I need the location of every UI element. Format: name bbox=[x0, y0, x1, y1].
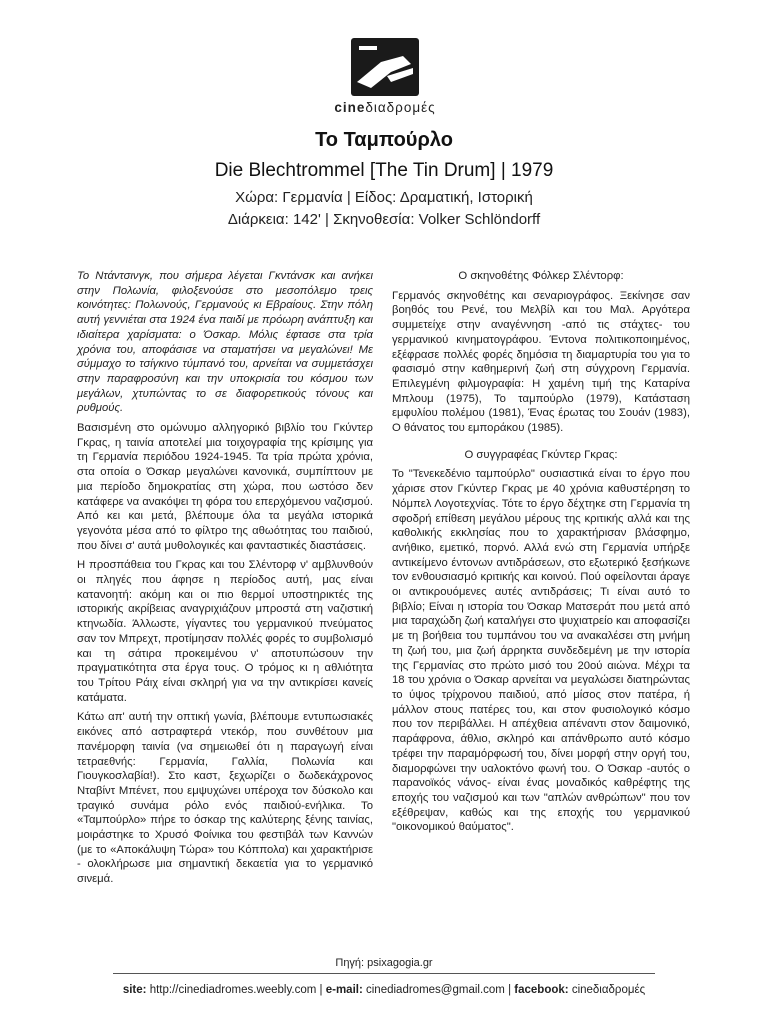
film-original-title: Die Blechtrommel [The Tin Drum] | 1979 bbox=[214, 160, 554, 181]
director-heading: Ο σκηνοθέτης Φόλκερ Σλέντορφ: bbox=[458, 270, 624, 282]
facebook-label: facebook: bbox=[514, 984, 569, 996]
brand-name: cineδιαδρομές bbox=[334, 100, 436, 115]
left-column bbox=[77, 269, 373, 892]
director-bio: Γερμανός σκηνοθέτης και σεναριογράφος. Ξεκίνησε σαν βοηθός του Ρενέ, του Μελβίλ και του Μαλ. Αργότερα συμμετείχε στην αναγέννηση -από τις στάχτες- του γερμανικού κινηματογράφου. Έντονα πολιτικοποιημένος, εξέφρασε πολλές φορές δημόσια τη διαμαρτυρία του για το φασισμό στην καθημερινή ζωή στη σύγχρονη Γερμανία. Επιλεγμένη φιλμογραφία: Η χαμένη τιμή της Καταρίνα Μπλουμ (1975), Το ταμπούρλο (1979), Κατάσταση εμφυλίου πολέμου (1981), Ένας έρωτας του Σουάν (1983), Ο θάνατος του εμποράκου (1985). bbox=[392, 289, 690, 435]
source-credit: Πηγή: psixagogia.gr bbox=[335, 957, 433, 969]
site-label: site: bbox=[122, 984, 147, 996]
logo bbox=[330, 38, 440, 115]
footer-separator: | bbox=[319, 984, 323, 996]
body-paragraph: Η προσπάθεια του Γκρας και του Σλέντορφ ν' αμβλυνθούν οι πληγές που άφησε η περίοδος αυτή, μας είναι κατανοητή: ακόμη και οι πιο θερμοί υποστηρικτές της ιστορικής ακρίβειας αναγριχιάζουν μπροστά στη ναζιστική κτηνωδία. Άλλωστε, γίγαντες του γερμανικού πνεύματος σαν τον Μπρεχτ, προτίμησαν πολλές φορές το συμβολισμό και τη σάτιρα προκειμένου ν' αποτυπώσουν την πραγματικότητα στα έργα τους. Ο τρόμος κι η αθλιότητα του Τρίτου Ράιχ είναι σκληρή για να την αντικρίσει κανείς κατάματα. bbox=[77, 559, 373, 704]
site-link[interactable]: http://cinediadromes.weebly.com bbox=[149, 984, 317, 996]
footer-separator: | bbox=[508, 984, 512, 996]
film-duration-director: Διάρκεια: 142' | Σκηνοθεσία: Volker Schlöndorff bbox=[227, 211, 541, 228]
author-bio: Το "Τενεκεδένιο ταμπούρλο" ουσιαστικά είναι το έργο που χάρισε στον Γκύντερ Γκρας με 40 χρόνια καθυστέρηση το Νόμπελ Λογοτεχνίας. Τότε το έργο δέχτηκε στη Γερμανία τη σφοδρή επίθεση μεγάλου μέρους της κριτικής αλλά και της καθολικής εκκλησίας που το χαρακτήρισαν βλάσφημο, ανήθικο, εμετικό, πορνό. Αλλά ενώ στη Γερμανία υπήρξε αντικείμενο έντονων αντιδράσεων, στο εξωτερικό ξεσήκωνε τον ενθουσιασμό κριτικής και κοινού. Πού οφείλονται άραγε οι αντικρουόμενες αυτές αντιδράσεις; Τι είναι αυτό το βιβλίο; Είναι η ιστορία του Όσκαρ Ματσεράτ που μετά από μια ταραχώδη ζωή καταλήγει στο ψυχιατρείο και αποφασίζει με τη βοήθεια του τυμπάνου του να ανακαλέσει στη μνήμη τη ζωή του, μια ζωή άρρηκτα συνδεδεμένη με την ιστορία της Γερμανίας στο πρώτο μισό του 20ού αιώνα. Μέχρι τα 18 του χρόνια ο Όσκαρ αρνείται να μεγαλώσει διατηρώντας το ύψος τρίχρονου παιδιού, από μίσος στον πατέρα, ή μάλλον στους πατέρες του, και στον φυσιολογικό κόσμο που τον περιβάλλει. Η απέχθεια απέναντι στον δαιμονικό, παράφρονα, άθλιο, σκληρό και απάνθρωπο αυτό κόσμο τρέφει την παραμόρφωσή του, δίνει μορφή στην οργή του, διαμορφώνει την υαλοκτόνο φωνή του. Ο Όσκαρ -αυτός ο παρανοϊκός νάνος- είναι ένας μοναδικός καθρέφτης της εποχής του ναζισμού και των "απλών ανθρώπων" που τον εξέθρεψαν, καθώς και της εποχής του γερμανικού "οικονομικού θαύματος". bbox=[392, 468, 690, 834]
email-label: e-mail: bbox=[325, 984, 363, 996]
right-column bbox=[392, 269, 690, 840]
footer-divider bbox=[113, 973, 655, 974]
author-heading: Ο συγγραφέας Γκύντερ Γκρας: bbox=[464, 448, 618, 461]
film-country-genre: Χώρα: Γερμανία | Είδος: Δραματική, Ιστορική bbox=[235, 189, 533, 206]
email-link[interactable]: cinediadromes@gmail.com bbox=[366, 984, 505, 996]
facebook-link[interactable]: cineδιαδρομές bbox=[571, 984, 646, 996]
footer bbox=[0, 984, 768, 996]
cinediadromes-logo-icon bbox=[351, 38, 419, 96]
body-paragraph: Κάτω απ' αυτή την οπτική γωνία, βλέπουμε εντυπωσιακές εικόνες από αστραφτερά ντεκόρ, που συνθέτουν μια πανέμορφη ταινία (να σημειωθεί ότι η παραγωγή είναι τετραεθνής: Γερμανία, Γαλλία, Πολωνία και Γιουγκοσλαβία!). Στο καστ, ξεχωρίζει ο δωδεκάχρονος Νταβίντ Μπένετ, που εμψυχώνει υπέροχα τον δύσκολο και τραγικό συνάμα ρόλο ενός παιδιού-ενήλικα. Το «Ταμπούρλο» πήρε το όσκαρ της καλύτερης ξένης ταινίας, μοιράστηκε το Χρυσό Φοίνικα του φεστιβάλ των Καννών (με το «Αποκάλυψη Τώρα» του Κόππολα) και χαρακτήρισε - ολοκλήρωσε μια σημαντική δεκαετία για το γερμανικό σινεμά. bbox=[77, 711, 373, 886]
body-paragraph: Βασισμένη στο ομώνυμο αλληγορικό βιβλίο του Γκύντερ Γκρας, η ταινία αποτελεί μια τοιχογραφία της κρίσιμης για τη Γερμανία περιόδου 1924-1945. Τα τρία πρώτα χρόνια, στα οποία ο Όσκαρ μεγαλώνει κανονικά, συμπίπτουν με μια περίοδο δημοκρατίας στη χώρα, που ωστόσο δεν κατάφερε να ανακόψει τη φόρα του επερχόμενου ναζισμού. Από κει και μετά, βλέπουμε όλα τα μεγάλα ιστορικά γεγονότα μέσα από το φίλτρο της αθωότητας του παιδιού, που δίνει σ' αυτά μυθολογικές και φανταστικές διαστάσεις. bbox=[77, 422, 373, 552]
film-title: Το Ταμπούρλο bbox=[315, 129, 453, 151]
intro-paragraph: Το Ντάντσινγκ, που σήμερα λέγεται Γκντάνσκ και ανήκει στην Πολωνία, φιλοξενούσε στο μεσοπόλεμο τρεις κοινότητες: Πολωνούς, Γερμανούς κι Εβραίους. Στην πόλη αυτή γεννιέται στα 1924 ένα παιδί με πρόωρη ανάπτυξη και ιδιαίτερα χαρίσματα: ο Όσκαρ. Μόλις έφτασε στα τρία χρόνια του, αποφάσισε να σταματήσει να μεγαλώνει! Με σύμμαχο το τσίγκινο τύμπανό του, αρνείται να συμμετάσχει στην παραφροσύνη και την υποκρισία του κόσμου των μεγάλων, χτυπώντας το σε διαφορετικούς τόνους και ρυθμούς. bbox=[77, 270, 373, 415]
